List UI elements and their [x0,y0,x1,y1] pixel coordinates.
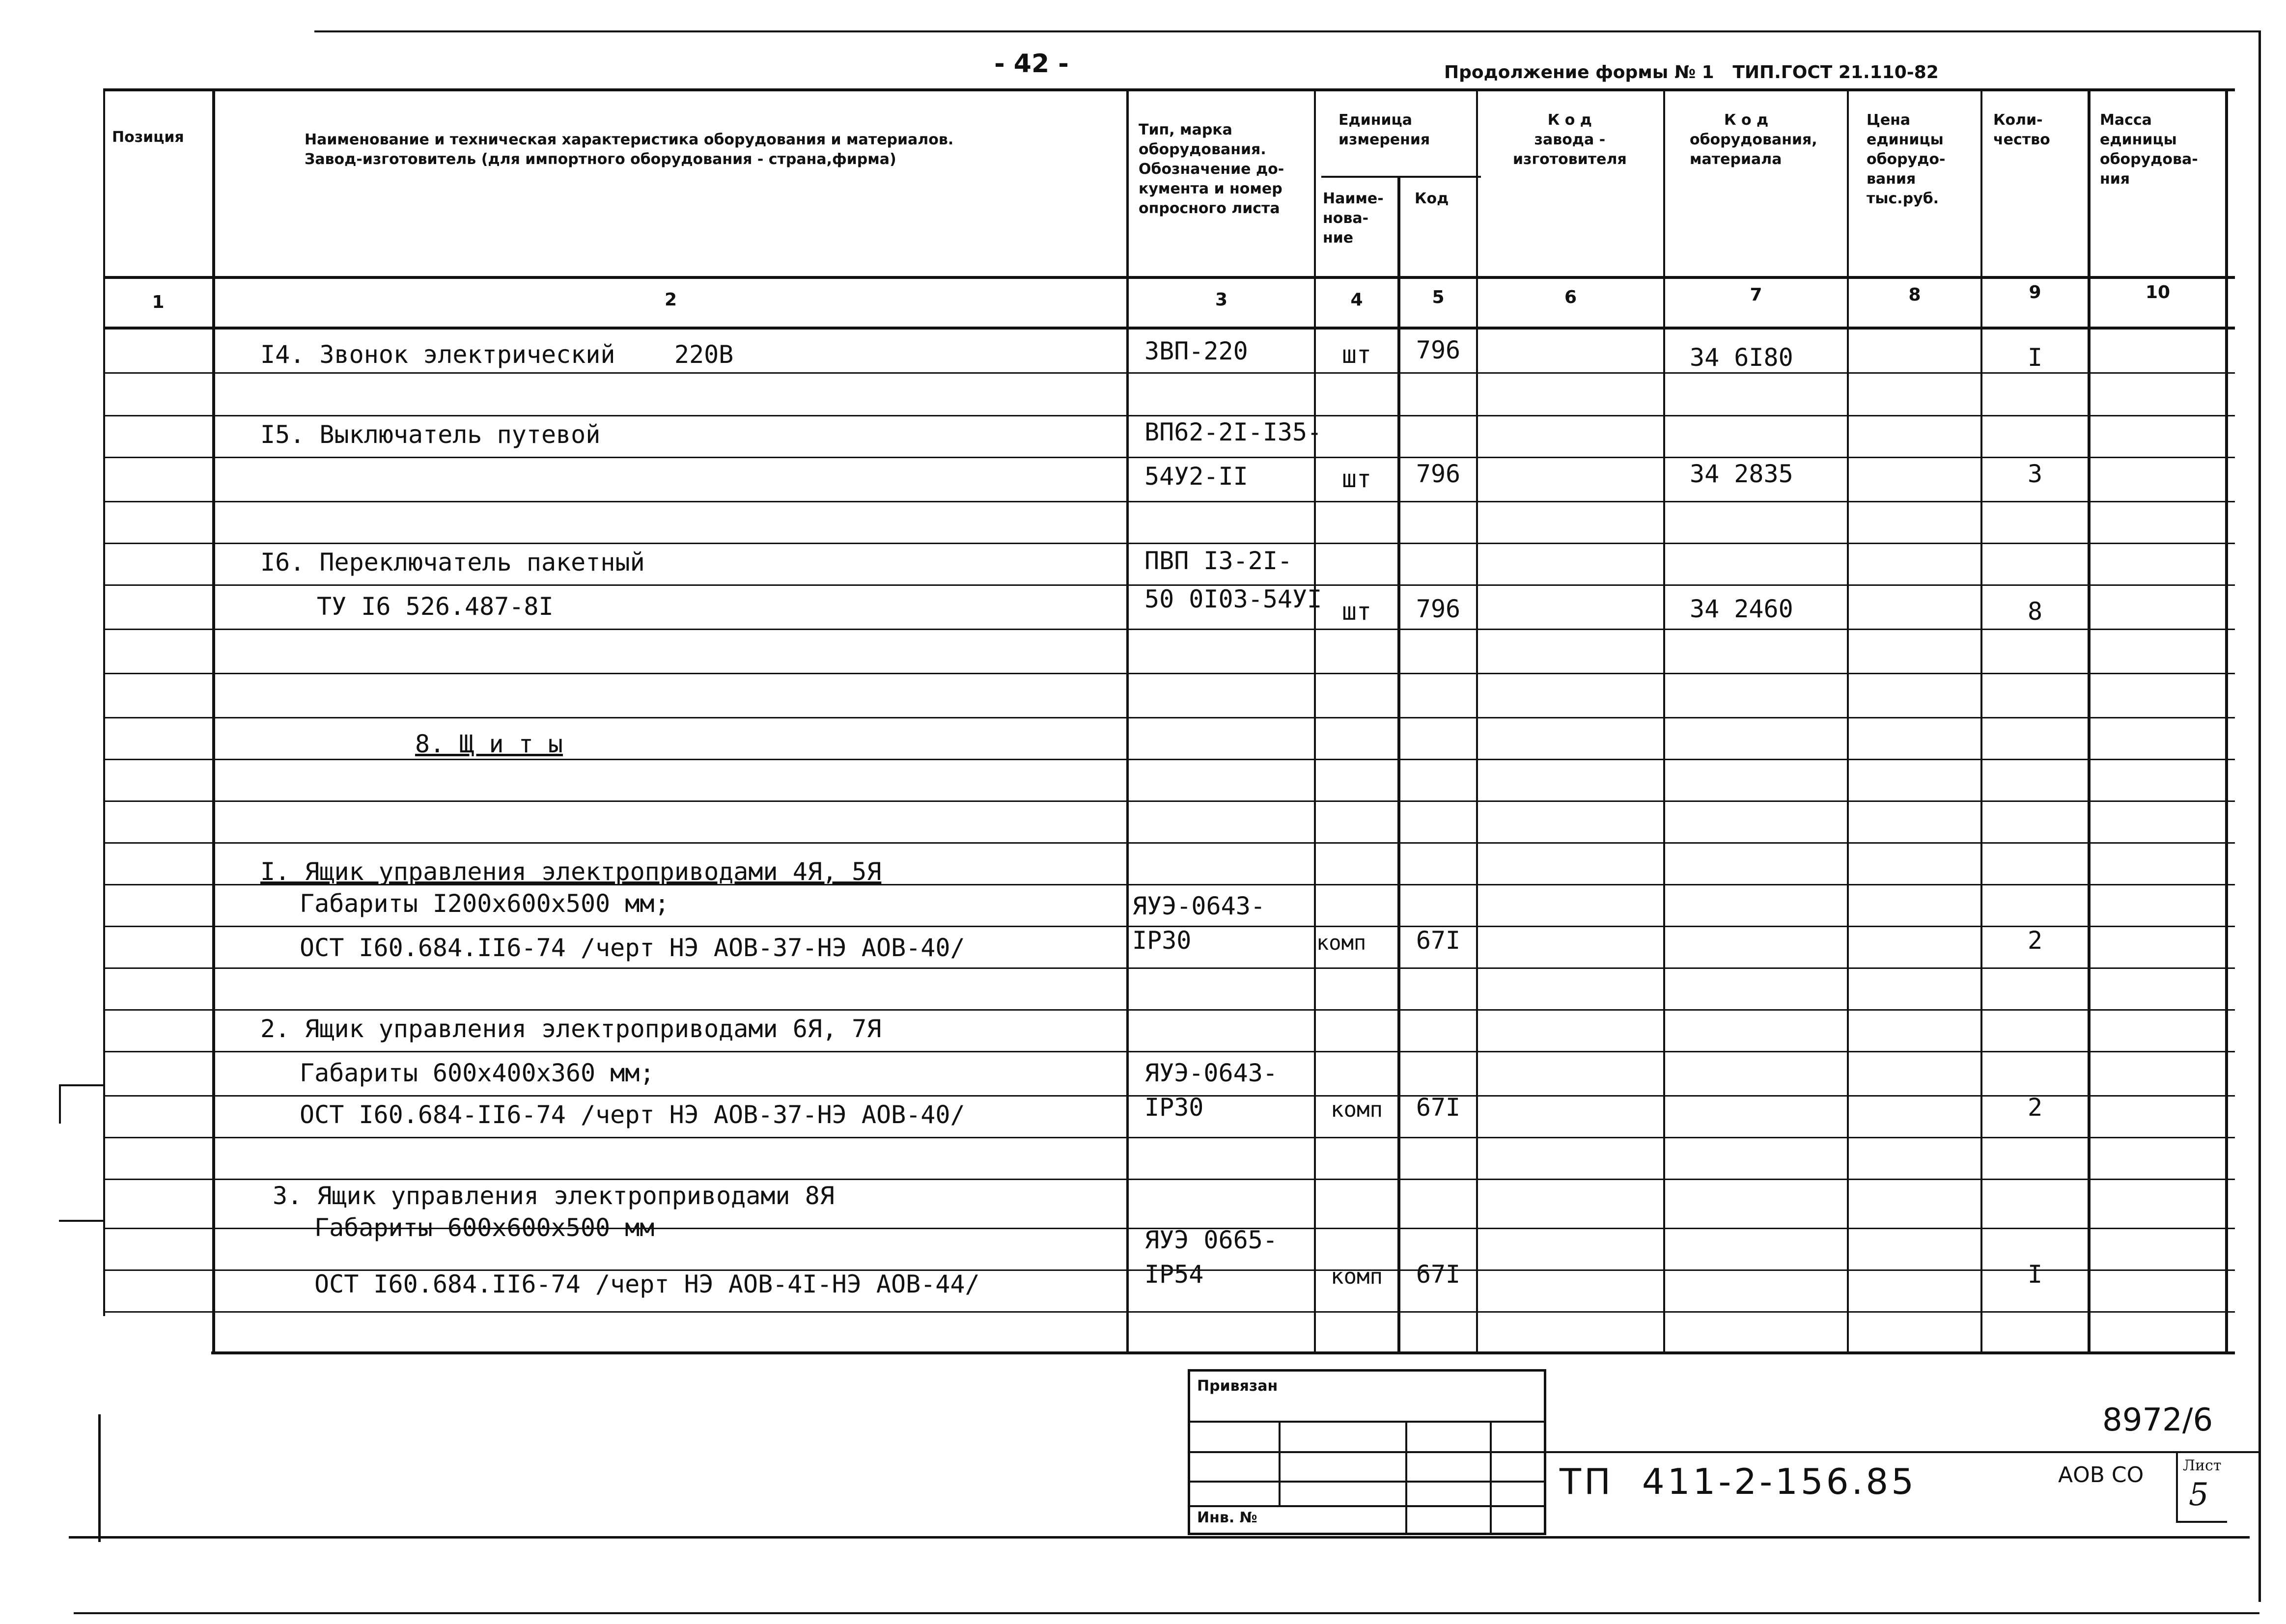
approval-vline [1279,1421,1281,1505]
col-line-8 [1980,88,1982,1353]
row-separator [104,629,2235,630]
form-continuation: Продолжение формы № 1 ТИП.ГОСТ 21.110-82 [1444,62,1939,83]
item-unit: шт [1341,597,1372,626]
item-unit: комп [1316,931,1366,955]
item-code: 67I [1416,1093,1461,1122]
item-type: ВП62-2I-I35- [1144,418,1322,446]
header-factory-line: К о д [1547,111,1592,129]
item-name: Габариты I200х600х500 мм; [300,889,669,918]
item-name: ОСТ I60.684.II6-74 /черт НЭ АОВ-37-НЭ АОВ-40/ [300,934,965,962]
col-line-7 [1847,88,1849,1353]
header-unit [1338,110,1430,150]
column-number: 5 [1432,287,1445,307]
inv-label: Инв. № [1197,1509,1257,1526]
item-unit: шт [1341,465,1372,493]
column-number: 1 [152,292,165,312]
header-price-line: тыс.руб. [1867,190,1939,207]
item-qty: I [2027,1260,2043,1289]
item-name: 2. Ящик управления электроприводами 6Я, 7Я [260,1015,882,1043]
row-separator [104,372,2235,374]
header-unit-line: измерения [1338,131,1430,148]
col-line-1 [212,88,215,1353]
item-type: 54У2-II [1144,462,1248,491]
item-type: IР30 [1144,1093,1204,1122]
item-name: ОСТ I60.684-II6-74 /черт НЭ АОВ-37-НЭ АОВ-40/ [300,1101,965,1129]
column-number: 3 [1215,290,1228,310]
page-number: - 42 - [994,49,1069,79]
header-type-line: кумента и номер [1139,180,1282,197]
header-qty [1993,110,2050,150]
header-mass-line: ния [2100,170,2130,188]
item-code: 67I [1416,926,1461,955]
header-unit-line: Единица [1338,111,1412,129]
row-separator [104,717,2235,718]
header-mass [2100,110,2198,189]
item-name: I4. Звонок электрический 220В [260,340,734,369]
column-number: 9 [2029,282,2041,303]
header-unit-code: Код [1415,190,1449,207]
document-code: ТП 411-2-156.85 [1560,1461,1917,1502]
row-separator [104,1009,2235,1011]
row-separator [104,543,2235,544]
document-suffix: АОВ СО [2058,1462,2144,1487]
header-equip-line: материала [1690,151,1782,168]
header-type-line: опросного листа [1139,200,1280,217]
column-number: 10 [2145,282,2171,303]
column-number: 7 [1750,285,1762,305]
item-code: 796 [1416,336,1461,364]
approval-vline [1405,1421,1407,1533]
section-heading: 8. Щ и т ы [415,730,563,758]
header-type [1139,120,1284,219]
item-qty: 3 [2027,460,2043,488]
table-top-line [103,88,2235,91]
col-line-3 [1314,88,1316,1353]
item-unit: комп [1331,1264,1383,1289]
row-separator [104,800,2235,802]
item-qty: I [2027,343,2043,372]
header-name-line1: Наименование и техническая характеристика оборудования и материалов. [305,131,954,148]
header-factory-code [1513,110,1627,169]
header-name [305,130,953,169]
item-name: I. Ящик управления электроприводами 4Я, 5Я [260,857,882,886]
item-qty: 2 [2027,926,2043,955]
row-separator [104,1137,2235,1138]
row-separator [104,759,2235,760]
header-price-line: Цена [1867,111,1911,129]
header-price-line: оборудо- [1867,151,1946,168]
item-code: 796 [1416,595,1461,623]
item-name: 3. Ящик управления электроприводами 8Я [273,1182,835,1210]
row-separator [104,415,2235,416]
header-mass-line: оборудова- [2100,151,2198,168]
item-type: IР54 [1144,1260,1204,1289]
item-equip-code: 34 2835 [1690,460,1793,488]
header-factory-line: изготовителя [1513,151,1627,168]
col-line-9 [2088,88,2091,1353]
col-line-5 [1476,88,1478,1353]
col-line-6 [1663,88,1665,1353]
item-name: ОСТ I60.684.II6-74 /черт НЭ АОВ-4I-НЭ АОВ-44/ [314,1270,980,1298]
header-price [1867,110,1946,209]
header-unit-name-line: Наиме- [1323,190,1384,207]
column-number: 2 [664,290,677,310]
approval-block [1188,1369,1546,1535]
column-number: 4 [1350,290,1363,310]
header-qty-line: Коли- [1993,111,2043,129]
header-mass-line: Масса [2100,111,2152,129]
item-type: ПВП I3-2I- [1144,547,1293,575]
col-line-10 [2225,88,2228,1353]
table-bottom-line [211,1351,2235,1354]
header-price-line: единицы [1867,131,1944,148]
item-name: Габариты 600х400х360 мм; [300,1059,655,1087]
item-type: IР30 [1132,926,1192,955]
row-separator [104,457,2235,458]
header-equip-code [1690,110,1817,169]
header-unit-name-line: ние [1323,229,1354,247]
col-line-0 [103,88,105,1316]
header-bottom-line [103,276,2235,279]
header-mass-line: единицы [2100,131,2177,148]
numbers-bottom-line [103,327,2235,330]
header-qty-line: чество [1993,131,2050,148]
item-qty: 8 [2027,597,2043,626]
item-equip-code: 34 6I80 [1690,343,1793,372]
sheet-label: Лист [2183,1457,2222,1474]
header-unit-name [1323,189,1384,248]
unit-subheader-line [1321,176,1481,178]
header-price-line: вания [1867,170,1916,188]
header-equip-line: К о д [1724,111,1769,129]
header-name-line2: Завод-изготовитель (для импортного оборудования - страна,фирма) [305,151,896,168]
row-separator [104,842,2235,844]
row-separator [104,1311,2235,1313]
row-separator [104,1051,2235,1052]
item-code: 67I [1416,1260,1461,1289]
item-unit: комп [1331,1097,1383,1122]
title-block-top-line [1541,1451,2258,1453]
item-type: 50 0I03-54УI [1144,585,1322,613]
item-type: ЯУЭ-0643- [1144,1059,1278,1087]
item-name: Габариты 600х600х500 мм [314,1213,655,1242]
header-type-line: оборудования. [1139,141,1266,158]
sheet-number: 5 [2189,1477,2209,1513]
item-unit: шт [1341,340,1372,369]
item-name: ТУ I6 526.487-8I [317,592,554,621]
header-type-line: Обозначение до- [1139,161,1284,178]
column-number: 8 [1908,285,1921,305]
col-line-2 [1126,88,1129,1353]
item-equip-code: 34 2460 [1690,595,1793,623]
item-type: ЯУЭ 0665- [1144,1226,1278,1254]
item-name: I6. Переключатель пакетный [260,548,645,577]
header-unit-name-line: нова- [1323,210,1369,227]
item-name: I5. Выключатель путевой [260,420,601,449]
row-separator [104,501,2235,502]
approval-vline [1490,1421,1492,1533]
attached-label: Привязан [1197,1377,1278,1395]
item-type: ЯУЭ-0643- [1132,892,1265,920]
header-type-line: Тип, марка [1139,121,1232,138]
header-position: Позиция [112,129,184,146]
row-separator [104,967,2235,969]
header-equip-line: оборудования, [1690,131,1817,148]
column-number: 6 [1564,287,1577,307]
item-code: 796 [1416,460,1461,488]
header-factory-line: завода - [1534,131,1606,148]
item-type: ЗВП-220 [1144,337,1248,365]
archive-number: 8972/6 [2102,1402,2213,1438]
item-qty: 2 [2027,1093,2043,1122]
sheet-box [2176,1451,2227,1523]
row-separator [104,673,2235,674]
row-separator [104,1179,2235,1180]
